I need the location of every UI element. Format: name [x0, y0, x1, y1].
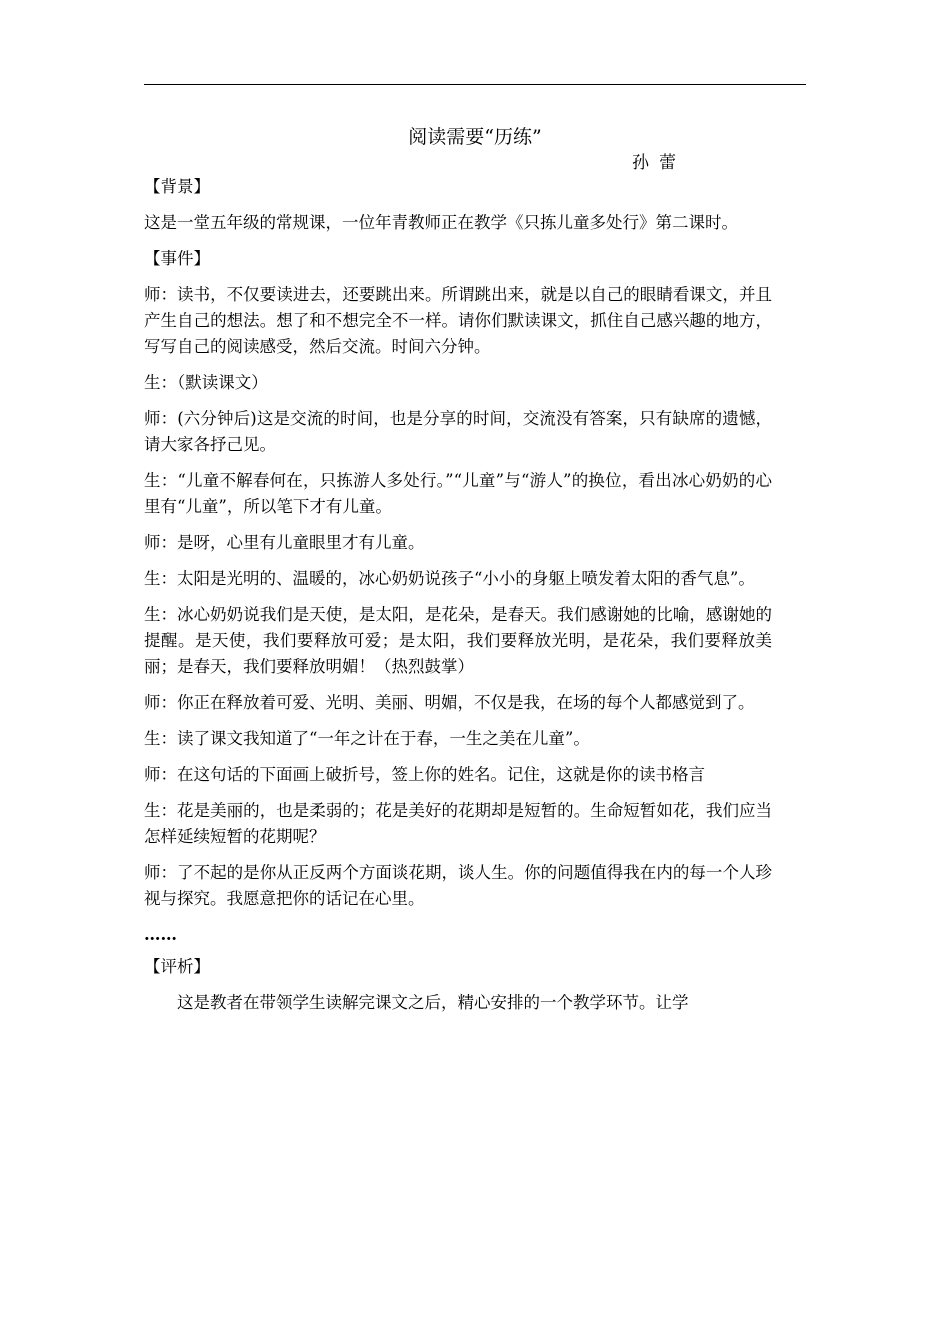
dialogue-line: 生：（默读课文） [144, 373, 268, 392]
background-text: 这是一堂五年级的常规课，一位年青教师正在教学《只拣儿童多处行》第二课时。 [144, 213, 738, 232]
dialogue-line: 师：你正在释放着可爱、光明、美丽、明媚，不仅是我，在场的每个人都感觉到了。 [144, 693, 755, 712]
dialogue-line: 师：是呀，心里有儿童眼里才有儿童。 [144, 533, 425, 552]
dialogue-line: 师：读书，不仅要读进去，还要跳出来。所谓跳出来，就是以自己的眼睛看课文，并且产生自己的想法。想了和不想完全不一样。请你们默读课文，抓住自己感兴趣的地方，写写自己的阅读感受，然后交流。时间六分钟。 [144, 285, 772, 356]
document-title: 阅读需要“历练” [408, 126, 542, 148]
event-heading: 【事件】 [144, 249, 210, 268]
dialogue-line: 师：(六分钟后)这是交流的时间，也是分享的时间，交流没有答案，只有缺席的遗憾，请大家各抒己见。 [144, 409, 772, 454]
background-heading: 【背景】 [144, 177, 210, 196]
dialogue-line: 师：在这句话的下面画上破折号，签上你的姓名。记住，这就是你的读书格言 [144, 765, 705, 784]
dialogue-line: 师：了不起的是你从正反两个方面谈花期，谈人生。你的问题值得我在内的每一个人珍视与探究。我愿意把你的话记在心里。 [144, 863, 772, 908]
author-name: 孙蕾 [632, 153, 686, 173]
analysis-text: 这是教者在带领学生读解完课文之后，精心安排的一个教学环节。让学 [177, 993, 689, 1012]
dialogue-line: 生：太阳是光明的、温暖的，冰心奶奶说孩子“小小的身躯上喷发着太阳的香气息”。 [144, 569, 755, 588]
ellipsis: …… [144, 925, 177, 944]
header-rule [144, 84, 806, 85]
document-body [144, 174, 772, 1026]
dialogue-line: 生：花是美丽的，也是柔弱的；花是美好的花期却是短暂的。生命短暂如花，我们应当怎样延续短暂的花期呢？ [144, 801, 772, 846]
dialogue-line: 生：冰心奶奶说我们是天使，是太阳，是花朵，是春天。我们感谢她的比喻，感谢她的提醒。是天使，我们要释放可爱；是太阳，我们要释放光明，是花朵，我们要释放美丽；是春天，我们要释放明媚！（热烈鼓掌） [144, 605, 772, 676]
dialogue-line: 生：“儿童不解春何在，只拣游人多处行。”“儿童”与“游人”的换位，看出冰心奶奶的心里有“儿童”，所以笔下才有儿童。 [144, 471, 772, 516]
analysis-heading: 【评析】 [144, 957, 210, 976]
dialogue-line: 生：读了课文我知道了“一年之计在于春，一生之美在儿童”。 [144, 729, 590, 748]
